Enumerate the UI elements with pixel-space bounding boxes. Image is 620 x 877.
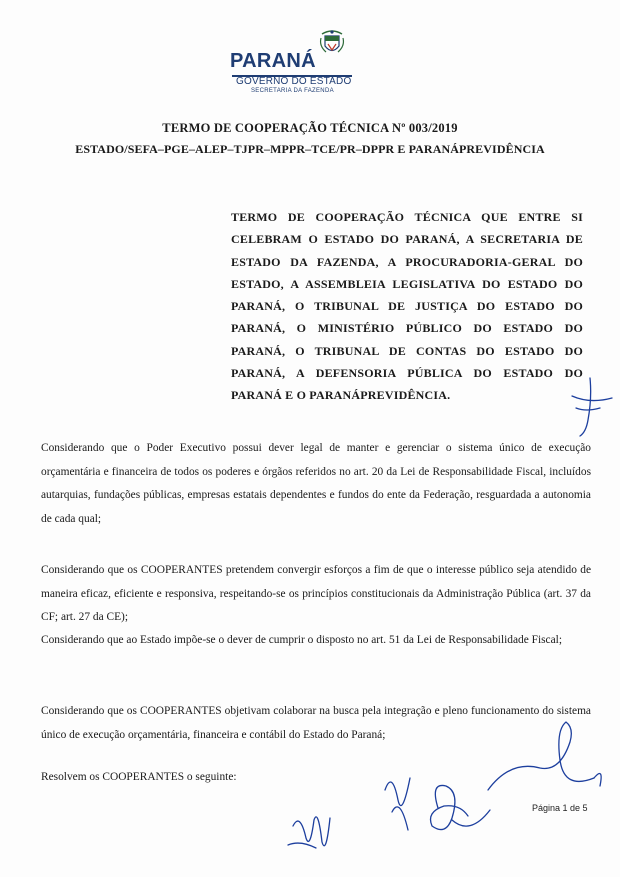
signature-mark xyxy=(576,408,600,410)
signature-mark xyxy=(293,817,330,846)
paragraph: Considerando que ao Estado impõe-se o dever de cumprir o disposto no art. 51 da Lei de Responsabilidade Fiscal; xyxy=(41,634,562,646)
logo-government: GOVERNO DO ESTADO xyxy=(236,76,352,87)
document-ementa: TERMO DE COOPERAÇÃO TÉCNICA QUE ENTRE SI CELEBRAM O ESTADO DO PARANÁ, A SECRETARIA DE ESTADO DA FAZENDA, A PROCURADORIA-GERAL DO ESTADO, A ASSEMBLEIA LEGISLATIVA DO ESTADO DO PARANÁ, O TRIBUNAL DE JUSTIÇA DO ESTADO DO PARANÁ, O MINISTÉRIO PÚBLICO DO ESTADO DO PARANÁ, O TRIBUNAL DE CONTAS DO ESTADO DO PARANÁ, A DEFENSORIA PÚBLICA DO ESTADO DO PARANÁ E O PARANÁPREVIDÊNCIA. xyxy=(231,210,583,403)
page-number: Página 1 de 5 xyxy=(532,803,588,813)
signature-mark xyxy=(431,785,469,829)
signature-mark xyxy=(594,774,601,787)
document-subtitle: ESTADO/SEFA–PGE–ALEP–TJPR–MPPR–TCE/PR–DPPR E PARANÁPREVIDÊNCIA xyxy=(75,142,545,156)
document-title: TERMO DE COOPERAÇÃO TÉCNICA Nº 003/2019 xyxy=(162,121,458,135)
paragraph: Considerando que os COOPERANTES objetivam colaborar na busca pela integração e pleno funcionamento do sistema único de execução orçamentária, financeira e contábil do Estado do Paraná; xyxy=(41,705,591,741)
signature-mark xyxy=(392,807,408,830)
paragraph: Resolvem os COOPERANTES o seguinte: xyxy=(41,771,237,783)
signature-mark xyxy=(452,810,490,826)
coat-of-arms-icon xyxy=(318,28,346,58)
paragraph: Considerando que os COOPERANTES pretendem convergir esforços a fim de que o interesse público seja atendido de maneira eficaz, eficiente e responsiva, respeitando-se os princípios constitucionais da Administração Pública (art. 37 da CF; art. 27 da CE); xyxy=(41,564,591,623)
logo-name: PARANÁ xyxy=(230,50,316,72)
paragraph: Considerando que o Poder Executivo possui dever legal de manter e gerenciar o sistema único de execução orçamentária e financeira de todos os poderes e órgãos referidos no art. 20 da Lei de Responsabilidade Fiscal, incluídos autarquias, fundações públicas, empresas estatais dependentes e fundos do ente da Federação, resguardada a autonomia de cada qual; xyxy=(41,442,591,525)
logo-secretariat: SECRETARIA DA FAZENDA xyxy=(251,88,334,94)
parana-government-logo xyxy=(230,28,370,98)
signature-mark xyxy=(288,843,316,848)
